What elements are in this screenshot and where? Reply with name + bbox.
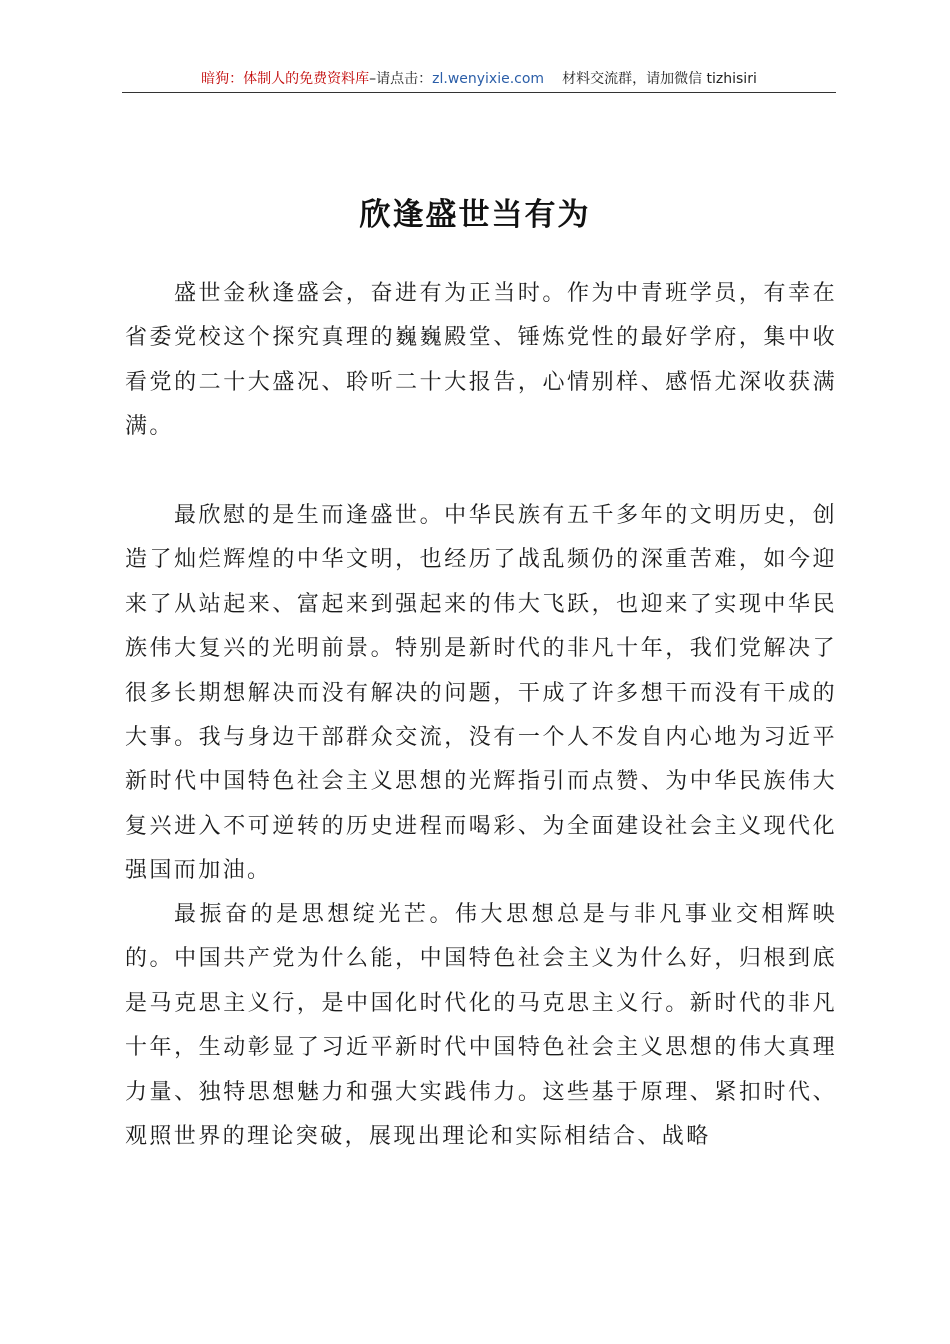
document-title: 欣逢盛世当有为 <box>359 196 591 233</box>
header-link[interactable]: zl.wenyixie.com <box>432 71 545 87</box>
header-contact: 材料交流群，请加微信 tizhisiri <box>562 71 757 87</box>
header-brand: 暗狗：体制人的免费资料库 <box>201 71 370 87</box>
paragraph-2: 最欣慰的是生而逢盛世。中华民族有五千多年的文明历史，创造了灿烂辉煌的中华文明，也经历了战乱频仍的深重苦难，如今迎来了从站起来、富起来到强起来的伟大飞跃，也迎来了实现中华民族伟大复兴的光明前景。特别是新时代的非凡十年，我们党解决了很多长期想解决而没有解决的问题，干成了许多想干而没有干成的大事。我与身边干部群众交流，没有一个人不发自内心地为习近平新时代中国特色社会主义思想的光辉指引而点赞、为中华民族伟大复兴进入不可逆转的历史进程而喝彩、为全面建设社会主义现代化强国而加油。 <box>125 503 837 884</box>
page-header <box>122 66 836 93</box>
header-prompt: –请点击： <box>369 71 433 87</box>
paragraph-3: 最振奋的是思想绽光芒。伟大思想总是与非凡事业交相辉映的。中国共产党为什么能，中国特色社会主义为什么好，归根到底是马克思主义行，是中国化时代化的马克思主义行。新时代的非凡十年，生动彰显了习近平新时代中国特色社会主义思想的伟大真理力量、独特思想魅力和强大实践伟力。这些基于原理、紧扣时代、观照世界的理论突破，展现出理论和实际相结合、战略 <box>125 902 837 1150</box>
paragraph-1: 盛世金秋逢盛会，奋进有为正当时。作为中青班学员，有幸在省委党校这个探究真理的巍巍殿堂、锤炼党性的最好学府，集中收看党的二十大盛况、聆听二十大报告，心情别样、感悟尤深收获满满。 <box>125 281 837 440</box>
